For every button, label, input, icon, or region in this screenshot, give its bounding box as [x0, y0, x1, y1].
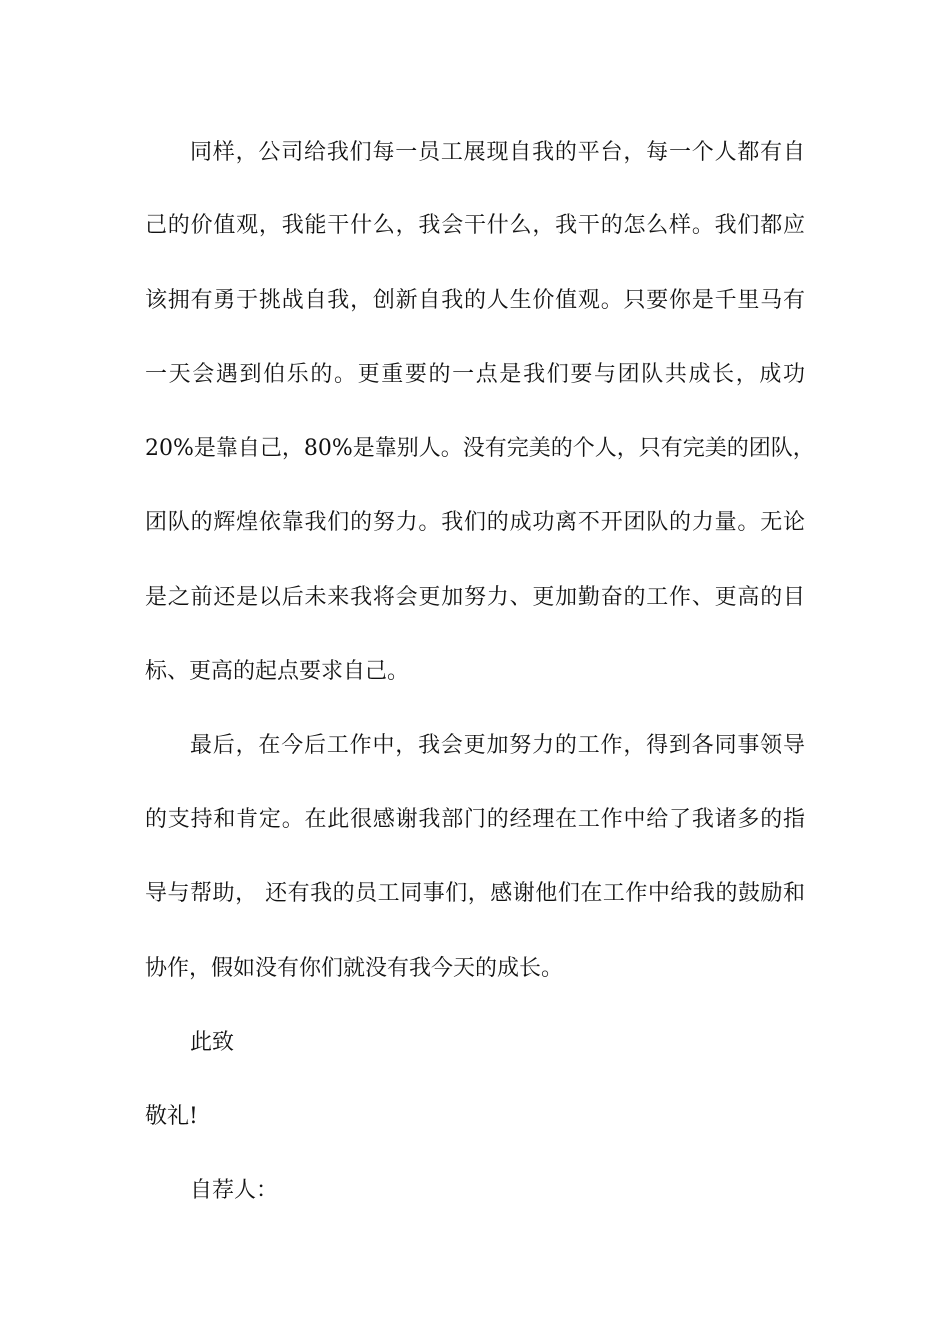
paragraph-1-line-3: 该拥有勇于挑战自我，创新自我的人生价值观。只要你是千里马有 [145, 288, 805, 313]
salute-text: 敬礼! [145, 1104, 198, 1129]
paragraph-1-line-7: 是之前还是以后未来我将会更加努力、更加勤奋的工作、更高的目 [145, 585, 805, 610]
signature-label: 自荐人： [190, 1178, 279, 1203]
paragraph-1-line-8: 标、更高的起点要求自己。 [145, 659, 410, 684]
paragraph-1-line-5: 20%是靠自己，80%是靠别人。没有完美的个人，只有完美的团队， [145, 436, 815, 461]
paragraph-1-line-2: 己的价值观，我能干什么，我会干什么，我干的怎么样。我们都应 [145, 213, 805, 238]
paragraph-2-line-2: 的支持和肯定。在此很感谢我部门的经理在工作中给了我诸多的指 [145, 807, 805, 832]
paragraph-1-line-4: 一天会遇到伯乐的。更重要的一点是我们要与团队共成长，成功 [145, 362, 805, 387]
closing-text: 此致 [190, 1030, 235, 1055]
paragraph-2-line-3: 导与帮助， 还有我的员工同事们，感谢他们在工作中给我的鼓励和 [145, 881, 805, 906]
paragraph-2-line-1: 最后，在今后工作中，我会更加努力的工作，得到各同事领导 [190, 733, 805, 758]
paragraph-1-line-1: 同样，公司给我们每一员工展现自我的平台，每一个人都有自 [190, 140, 805, 165]
paragraph-1-line-6: 团队的辉煌依靠我们的努力。我们的成功离不开团队的力量。无论 [145, 510, 805, 535]
paragraph-2-line-4: 协作，假如没有你们就没有我今天的成长。 [145, 956, 564, 981]
